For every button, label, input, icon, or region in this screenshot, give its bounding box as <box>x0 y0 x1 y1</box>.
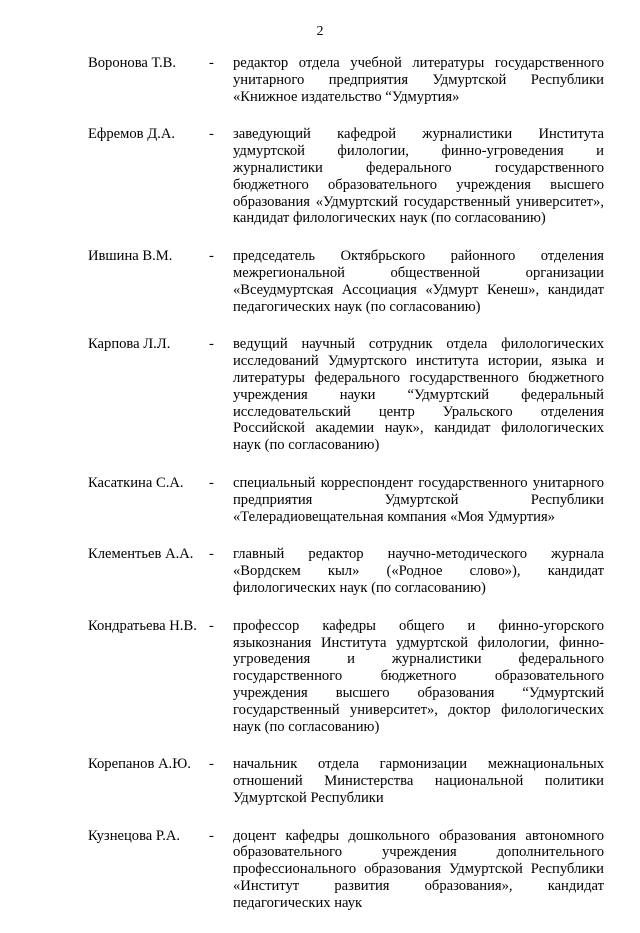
person-name: Кузнецова Р.А. <box>88 827 181 844</box>
separator-dash: - <box>209 336 214 353</box>
list-item <box>0 756 640 806</box>
person-name: Корепанов А.Ю. <box>88 756 191 773</box>
member-list <box>0 55 640 933</box>
person-position: специальный корреспондент государственного унитарного предприятия Удмуртской Республики «Телерадиовещательная компания «Моя Удмуртия» <box>233 474 604 525</box>
person-position: профессор кафедры общего и финно-угорского языкознания Института удмуртской филологии, финно-угроведения и журналистики федерального государственного бюджетного образовательного учреждения высшего образования “Удмуртский государственный университет», доктор филологических наук (по согласованию) <box>233 617 604 735</box>
person-name: Касаткина С.А. <box>88 474 184 491</box>
person-name: Карпова Л.Л. <box>88 336 171 353</box>
list-item <box>0 475 640 525</box>
separator-dash: - <box>209 756 214 773</box>
person-position: редактор отдела учебной литературы государственного унитарного предприятия Удмуртской Республики «Книжное издательство “Удмуртия» <box>233 55 604 105</box>
person-position: начальник отдела гармонизации межнациональных отношений Министерства национальной политики Удмуртской Республики <box>233 756 604 806</box>
separator-dash: - <box>209 617 214 634</box>
list-item <box>0 55 640 105</box>
person-position: ведущий научный сотрудник отдела филологических исследований Удмуртского института истории, языка и литературы федерального государственного бюджетного учреждения науки “Удмуртский федеральный исследовательский центр Уральского отделения Российской академии наук», кандидат филологических наук (по согласованию) <box>233 336 604 454</box>
separator-dash: - <box>209 546 214 563</box>
separator-dash: - <box>209 827 214 844</box>
list-item <box>0 248 640 315</box>
person-position: заведующий кафедрой журналистики Института удмуртской филологии, финно-угроведения и журналистики федерального государственного бюджетного образовательного учреждения высшего образования «Удмуртский государственный университет», кандидат филологических наук (по согласованию) <box>233 126 604 227</box>
separator-dash: - <box>209 55 214 71</box>
separator-dash: - <box>209 248 214 265</box>
person-position: председатель Октябрьского районного отделения межрегиональной общественной организации «Всеудмуртская Ассоциация «Удмурт Кенеш», кандидат педагогических наук (по согласованию) <box>233 248 604 315</box>
person-name: Кондратьева Н.В. <box>88 617 197 634</box>
separator-dash: - <box>209 474 214 491</box>
list-item <box>0 336 640 454</box>
list-item <box>0 828 640 912</box>
person-name: Клементьев А.А. <box>88 546 194 563</box>
list-item <box>0 126 640 227</box>
list-item <box>0 618 640 736</box>
separator-dash: - <box>209 126 214 143</box>
person-position: доцент кафедры дошкольного образования автономного образовательного учреждения дополнительного профессионального образования Удмуртской Республики «Институт развития образования», кандидат педагогических наук <box>233 827 604 911</box>
page-number: 2 <box>316 24 324 39</box>
person-name: Воронова Т.В. <box>88 55 177 71</box>
list-item <box>0 546 640 596</box>
person-position: главный редактор научно-методического журнала «Вордскем кыл» («Родное слово»), кандидат филологических наук (по согласованию) <box>233 546 604 596</box>
person-name: Ившина В.М. <box>88 248 173 265</box>
person-name: Ефремов Д.А. <box>88 126 176 143</box>
